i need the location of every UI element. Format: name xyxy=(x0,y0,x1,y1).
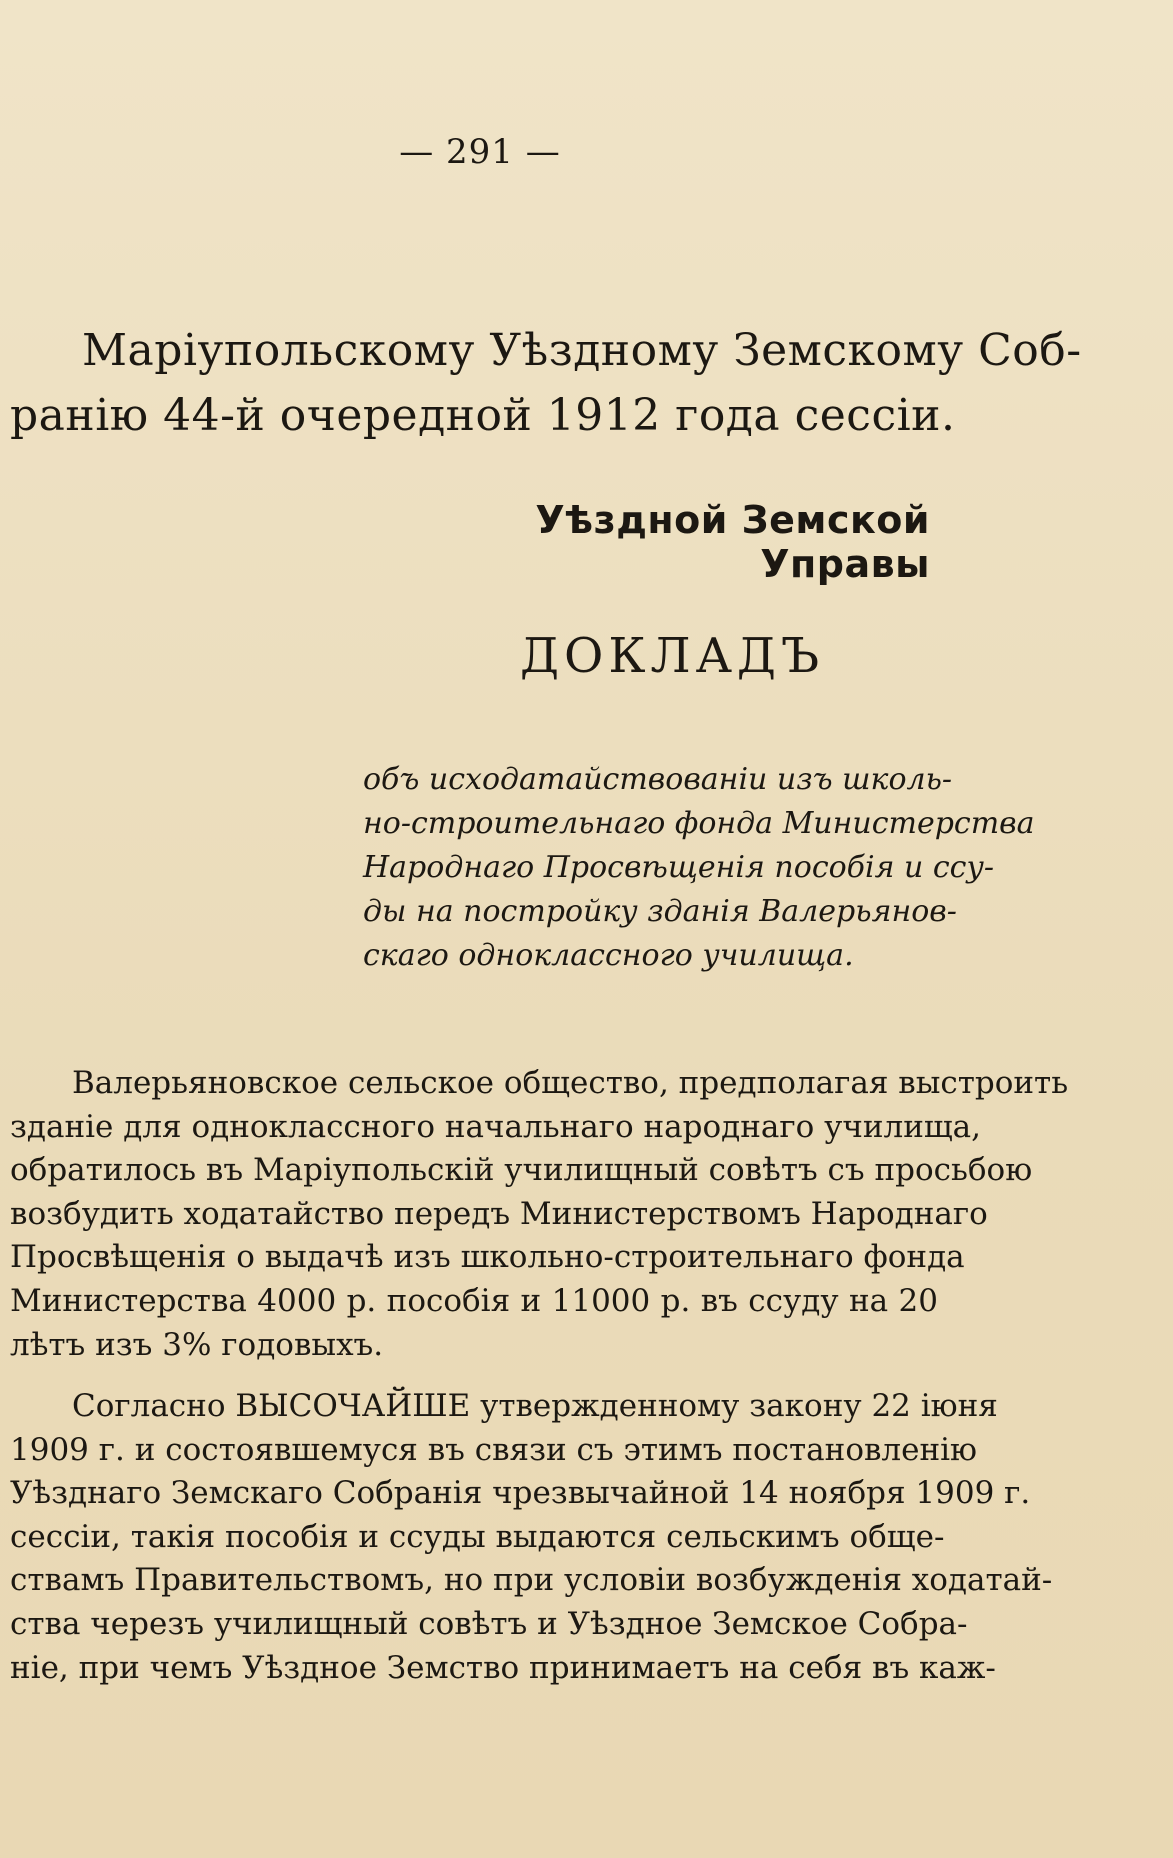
paragraph-line: Валерьяновское сельское общество, предполагая выстроить xyxy=(72,1065,1069,1101)
document-title: ДОКЛАДЪ xyxy=(520,628,825,684)
paragraph-line: Министерства 4000 р. пособія и 11000 р. въ ссуду на 20 xyxy=(10,1282,938,1319)
subject-line: объ исходатайствованіи изъ школь- xyxy=(363,762,953,797)
paragraph-line: Согласно ВЫСОЧАЙШЕ утвержденному закону 22 іюня xyxy=(72,1388,998,1424)
subject-line: Народнаго Просвѣщенія пособія и ссу- xyxy=(363,850,994,885)
paragraph-1 xyxy=(10,1062,1069,1367)
paragraph-line: ства черезъ училищный совѣтъ и Уѣздное Земское Собра- xyxy=(10,1605,968,1642)
addressee-line: Маріупольскому Уѣздному Земскому Соб- xyxy=(82,325,1082,376)
paragraph-2 xyxy=(10,1385,1053,1690)
issuer-heading: Уѣздной Земской Управы xyxy=(535,498,930,586)
paragraph-line: возбудить ходатайство передъ Министерствомъ Народнаго xyxy=(10,1195,988,1232)
paragraph-line: лѣтъ изъ 3% годовыхъ. xyxy=(10,1326,384,1363)
report-subject xyxy=(363,758,1035,978)
paragraph-line: 1909 г. и состоявшемуся въ связи съ этимъ постановленію xyxy=(10,1431,978,1468)
paragraph-line: сессіи, такія пособія и ссуды выдаются сельскимъ обще- xyxy=(10,1518,945,1555)
paragraph-line: Уѣзднаго Земскаго Собранія чрезвычайной 14 ноября 1909 г. xyxy=(10,1475,1031,1512)
paragraph-line: ствамъ Правительствомъ, но при условіи возбужденія ходатай- xyxy=(10,1562,1053,1599)
paragraph-line: зданіе для одноклассного начальнаго народнаго училища, xyxy=(10,1108,982,1145)
page-number: — 291 — xyxy=(399,132,561,172)
subject-line: но-строительнаго фонда Министерства xyxy=(363,806,1035,841)
paragraph-line: Просвѣщенія о выдачѣ изъ школьно-строительнаго фонда xyxy=(10,1239,965,1276)
paragraph-line: ніе, при чемъ Уѣздное Земство принимаетъ на себя въ каж- xyxy=(10,1649,996,1686)
subject-line: ды на постройку зданія Валерьянов- xyxy=(363,894,957,929)
paragraph-line: обратилось въ Маріупольскій училищный совѣтъ съ просьбою xyxy=(10,1152,1033,1189)
addressee-line: ранію 44-й очередной 1912 года сессіи. xyxy=(10,390,956,442)
subject-line: скаго одноклассного училища. xyxy=(363,938,854,973)
addressee-heading xyxy=(10,318,1082,448)
